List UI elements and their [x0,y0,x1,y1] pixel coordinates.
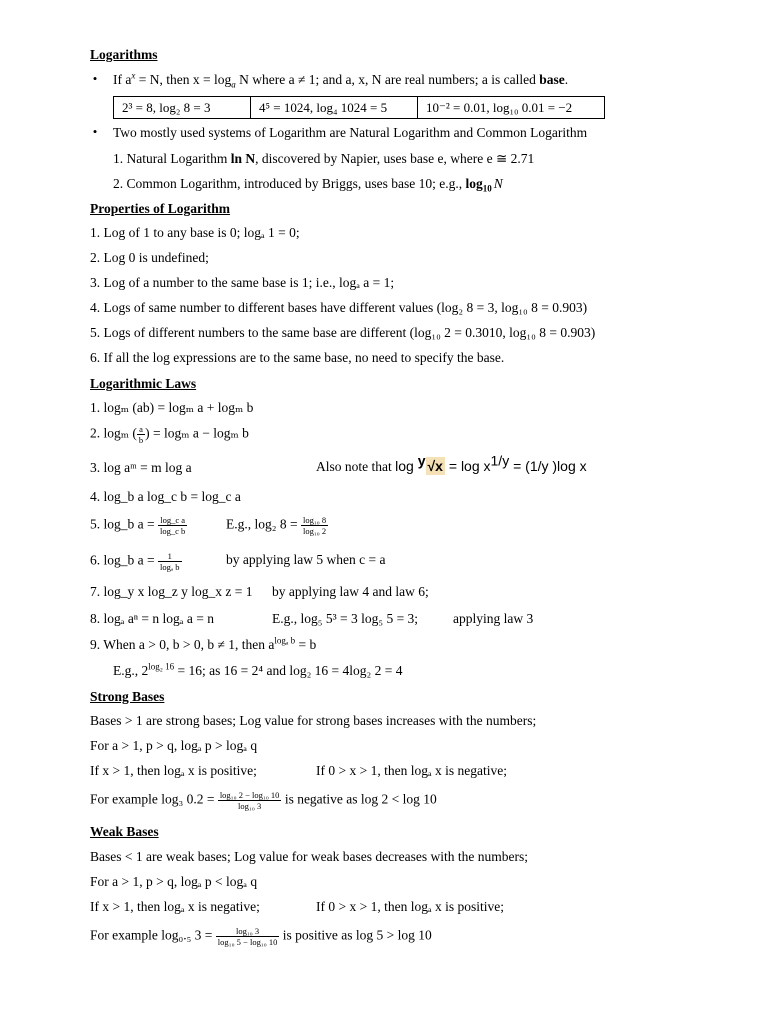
frac-den: log₁₀ 5 − log₁₀ 10 [217,937,278,947]
weak-example [90,926,432,947]
weak-line: For a > 1, p > q, logₐ p < logₐ q [90,874,258,889]
law-3-note [316,452,587,476]
law-9-exp: logₐ b [274,635,296,646]
frac-num: log_c a [158,515,187,526]
root-index: y [417,452,426,469]
table-cell: 10⁻² = 0.01, log₁₀ 0.01 = −2 [418,97,605,119]
law-1: 1. logₘ (ab) = logₘ a + logₘ b [90,400,254,415]
root-symbol: √x [427,458,443,474]
strong-line: If 0 > x > 1, then logₐ x is negative; [316,763,508,778]
property-item: 3. Log of a number to the same base is 1; i.e., logₐ a = 1; [90,275,395,290]
note-rest: = log x [444,458,491,474]
table-cell: 4⁵ = 1024, log₄ 1024 = 5 [251,97,418,119]
heading-logarithms: Logarithms [90,47,158,62]
weak-line: Bases < 1 are weak bases; Log value for weak bases decreases with the numbers; [90,849,528,864]
law-5-a: 5. log_b a = [90,516,158,532]
natural-log-line [113,150,534,168]
law-2-fraction [137,424,145,445]
eg-text: E.g., 2 [113,663,149,678]
eg-end: = 16; as 16 = 2⁴ and log₂ 16 = 4log₂ 2 = 4 [174,663,403,678]
weak-line: If x > 1, then logₐ x is negative; [90,899,260,914]
ln-n: ln N [230,151,256,166]
law-5-fraction [158,515,187,536]
definition-line [113,71,568,89]
law-8-example: E.g., log₅ 5³ = 3 log₅ 5 = 3; [272,611,419,626]
law-2-b: ) = logₘ a − logₘ b [145,425,249,441]
strong-line: Bases > 1 are strong bases; Log value for strong bases increases with the numbers; [90,713,537,728]
strong-line: If x > 1, then logₐ x is positive; [90,763,257,778]
law-8-note: applying law 3 [453,611,534,626]
example-end: is positive as log 5 > log 10 [279,927,432,943]
frac-num: log₁₀ 2 − log₁₀ 10 [219,790,280,800]
frac-den: log₁₀ 3 [238,801,262,811]
table-row [114,97,605,119]
property-item: 6. If all the log expressions are to the same base, no need to specify the base. [90,350,505,365]
bullet: • [92,71,98,86]
law-7-note: by applying law 4 and law 6; [272,584,429,599]
property-item: 1. Log of 1 to any base is 0; logₐ 1 = 0; [90,225,300,240]
example-fraction [218,790,282,811]
heading-strong-bases: Strong Bases [90,689,165,704]
natural-text-b: , discovered by Napier, uses base e, where e ≅ 2.71 [255,151,535,166]
frac-num: log₁₀ 8 [302,515,327,525]
weak-line: If 0 > x > 1, then logₐ x is positive; [316,899,505,914]
frac-num: log₁₀ 3 [216,926,280,937]
law-9-end: = b [295,637,317,652]
natural-text: 1. Natural Logarithm [113,151,231,166]
property-item: 5. Logs of different numbers to the same base are different (log₁₀ 2 = 0.3010, log₁₀ 8 = 0.903) [90,325,596,340]
frac-den: logₐ b [159,562,180,572]
table-cell: 2³ = 8, log₂ 8 = 3 [114,97,251,119]
law-7: 7. log_y x log_z y log_x z = 1 [90,584,253,599]
common-sub: 10 [482,183,492,194]
eg-fraction [301,515,328,536]
common-n: N [493,176,503,191]
law-6 [90,551,182,572]
def-text-d: N where a ≠ 1; and a, x, N are real numbers; a is called [235,72,540,87]
frac-num: a [137,424,145,435]
def-text-b: = N, then x = log [135,72,232,87]
property-item: 4. Logs of same number to different bases have different values (log₂ 8 = 3, log₁₀ 8 = 0.903) [90,300,588,315]
frac-num: 1 [158,551,182,562]
law-2 [90,424,249,445]
heading-laws: Logarithmic Laws [90,376,197,391]
eg-text: E.g., log₂ 8 = [226,516,301,532]
def-exponent: x [131,70,136,81]
law-9 [90,636,316,654]
law-6-a: 6. log_b a = [90,552,158,568]
example-text: For example log₀.₅ 3 = [90,927,216,943]
note-exp: 1/y [490,452,510,469]
frac-den: b [138,435,144,445]
note-text: Also note that [316,459,396,474]
systems-line: Two mostly used systems of Logarithm are Natural Logarithm and Common Logarithm [113,125,588,140]
common-log-line [113,175,503,193]
common-log: log [465,176,483,191]
law-2-a: 2. logₘ ( [90,425,137,441]
heading-weak-bases: Weak Bases [90,824,159,839]
def-end: . [564,72,569,87]
note-log: log [395,458,418,474]
example-fraction [216,926,280,947]
example-text: For example log₃ 0.2 = [90,791,218,807]
frac-den: log₁₀ 2 [302,526,327,536]
law-9-example [113,662,402,680]
example-end: is negative as log 2 < log 10 [281,791,437,807]
law-9-text: 9. When a > 0, b > 0, b ≠ 1, then a [90,637,275,652]
law-6-note: by applying law 5 when c = a [226,552,386,567]
law-3: 3. log aᵐ = m log a [90,460,192,475]
common-text: 2. Common Logarithm, introduced by Briggs, uses base 10; e.g., [113,176,466,191]
law-4: 4. log_b a log_c b = log_c a [90,489,241,504]
frac-den: log_c b [159,526,186,536]
strong-line: For a > 1, p > q, logₐ p > logₐ q [90,738,258,753]
law-6-fraction [158,551,182,572]
law-5 [90,515,187,536]
eg-exp: log₂ 16 [148,661,175,672]
property-item: 2. Log 0 is undefined; [90,250,209,265]
bullet: • [92,124,98,139]
note-end: = (1/y )log x [509,458,587,474]
examples-table [113,96,605,119]
def-sub: a [231,79,236,90]
law-5-example [226,515,328,536]
strong-example [90,790,437,811]
law-8: 8. logₐ aⁿ = n logₐ a = n [90,611,214,626]
def-base: base [539,72,565,87]
def-text-a: If a [113,72,132,87]
heading-properties: Properties of Logarithm [90,201,230,216]
